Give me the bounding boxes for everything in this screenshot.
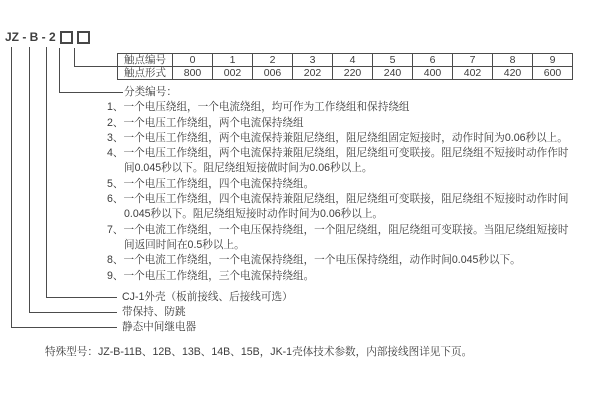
contact-form-cell: 400	[413, 67, 453, 80]
classification-item-continuation: 间返回时间在0.5秒以上。	[124, 238, 245, 251]
connector-classification-vertical	[59, 48, 60, 93]
contact-number-cell: 2	[253, 54, 293, 67]
contact-number-header: 触点编号	[118, 54, 173, 67]
model-code	[5, 30, 90, 44]
model-digit-box-1	[60, 31, 73, 44]
connector-contact-horizontal	[74, 66, 117, 67]
model-code-text: JZ - B - 2	[5, 30, 56, 44]
classification-list	[107, 85, 568, 284]
contact-form-cell: 220	[333, 67, 373, 80]
contact-form-cell: 600	[533, 67, 573, 80]
connector-keep-horizontal	[29, 312, 117, 313]
classification-item: 1、一个电压绕组，一个电流绕组，均可作为工作绕组和保持绕组	[107, 101, 410, 114]
special-model-note: 特殊型号：JZ-B-11B、12B、13B、14B、15B，JK-1壳体技术参数，内部接线图详见下页。	[45, 346, 473, 358]
contact-number-cell: 5	[373, 54, 413, 67]
connector-case-horizontal	[46, 297, 117, 298]
classification-item: 6、一个电压工作绕组，四个电流保持兼阻尼绕组，阻尼绕组可变联接，阻尼绕组不短接时动作时间	[107, 193, 569, 206]
connector-case-vertical	[46, 47, 47, 298]
model-digit-box-2	[77, 31, 90, 44]
classification-item: 8、一个电流工作绕组，一个电流保持绕组，一个电压保持绕组，动作时间0.045秒以下。	[107, 254, 521, 267]
classification-item: 4、一个电压工作绕组，两个电流保持兼阻尼绕组，阻尼绕组可变联接。阻尼绕组不短接时动作作时	[107, 147, 569, 160]
classification-item-continuation: 间0.045秒以下。阻尼绕组短接做时间为0.06秒以上。	[124, 162, 373, 175]
contact-form-cell: 202	[293, 67, 333, 80]
contact-number-cell: 9	[533, 54, 573, 67]
classification-item: 5、一个电压工作绕组，四个电流保持绕组。	[107, 177, 315, 190]
contact-number-cell: 8	[493, 54, 533, 67]
classification-heading: 分类编号：	[124, 86, 177, 98]
label-keep-antipump: 带保持、防跳	[122, 306, 186, 318]
contact-form-header: 触点形式	[118, 67, 173, 80]
contact-number-cell: 7	[453, 54, 493, 67]
contact-form-row	[118, 67, 573, 80]
classification-item: 7、一个电流工作绕组，一个电压保持绕组，一个阻尼绕组，阻尼绕组可变联接。当阻尼绕组短接时	[107, 223, 569, 236]
contact-form-cell: 800	[173, 67, 213, 80]
contact-table	[117, 53, 573, 80]
contact-number-cell: 4	[333, 54, 373, 67]
contact-number-cell: 0	[173, 54, 213, 67]
contact-number-cell: 3	[293, 54, 333, 67]
connector-contact-vertical	[74, 48, 75, 67]
contact-form-cell: 006	[253, 67, 293, 80]
classification-item-continuation: 0.045秒以下。阻尼绕组短接时动作时间为0.06秒以上。	[124, 208, 384, 221]
connector-relay-vertical	[11, 47, 12, 328]
label-static-intermediate-relay: 静态中间继电器	[122, 321, 197, 333]
contact-number-row	[118, 54, 573, 67]
connector-relay-horizontal	[11, 327, 117, 328]
contact-form-cell: 002	[213, 67, 253, 80]
classification-item: 9、一个电压工作绕组，三个电流保持绕组。	[107, 269, 315, 282]
classification-item: 3、一个电压工作绕组，两个电流保持兼阻尼绕组，阻尼绕组固定短接时，动作时间为0.06秒以上。	[107, 131, 568, 144]
classification-item: 2、一个电压工作绕组，两个电流保持绕组	[107, 116, 304, 129]
contact-number-cell: 1	[213, 54, 253, 67]
contact-form-cell: 240	[373, 67, 413, 80]
contact-form-cell: 402	[453, 67, 493, 80]
contact-form-cell: 420	[493, 67, 533, 80]
connector-keep-vertical	[29, 47, 30, 313]
label-case-type: CJ-1外壳（板前接线、后接线可选）	[122, 291, 293, 303]
contact-number-cell: 6	[413, 54, 453, 67]
